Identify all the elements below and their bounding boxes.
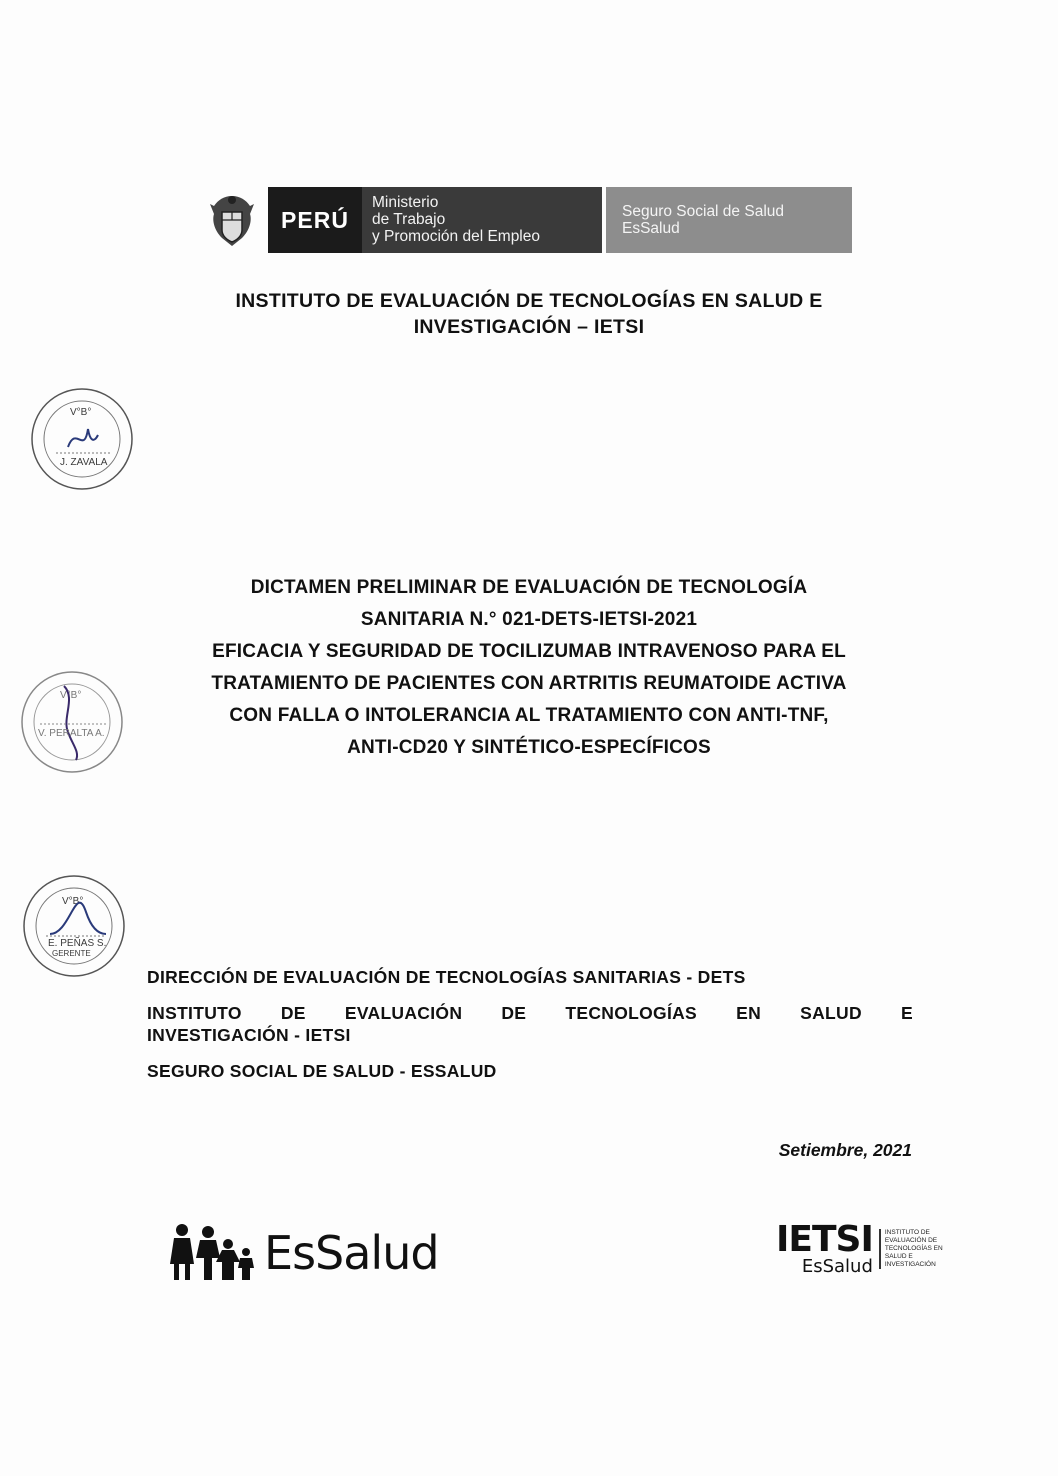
peru-coat-of-arms-icon <box>196 187 268 253</box>
ietsi-acronym: IETSI <box>776 1219 873 1260</box>
institute-title-line-2: INVESTIGACIÓN – IETSI <box>413 316 645 338</box>
stamp-1-name: J. ZAVALA <box>60 457 108 468</box>
stamp-3-name: E. PEÑAS S. <box>48 938 107 949</box>
ietsi-essalud: EsSalud <box>801 1256 873 1277</box>
institute-line-word: INSTITUTO <box>147 1003 242 1023</box>
stamp-3-role: GERENTE <box>52 949 91 958</box>
seguro-social-line-1: Seguro Social de Salud <box>622 203 785 220</box>
ministerio-line-3: y Promoción del Empleo <box>372 228 540 245</box>
ietsi-wordmark <box>776 1219 873 1277</box>
seguro-social-label <box>606 187 852 253</box>
document-title-line-1: DICTAMEN PRELIMINAR DE EVALUACIÓN DE TECNOLOGÍA <box>250 577 808 598</box>
essalud-logo <box>164 1218 439 1288</box>
ministerio-label <box>362 187 602 253</box>
stamp-2-name: V. PERALTA A. <box>38 728 105 739</box>
ministerio-line-2: de Trabajo <box>372 211 446 228</box>
institute-title-line-1: INSTITUTO DE EVALUACIÓN DE TECNOLOGÍAS EN SALUD E <box>235 290 823 312</box>
ietsi-logo <box>776 1219 947 1277</box>
stamp-3-vb: V°B° <box>62 896 84 907</box>
stamp-1-vb: V°B° <box>70 407 92 418</box>
ietsi-description: INSTITUTO DE EVALUACIÓN DE TECNOLOGÍAS EN SALUD E INVESTIGACIÓN <box>879 1229 947 1269</box>
direction-line: DIRECCIÓN DE EVALUACIÓN DE TECNOLOGÍAS SANITARIAS - DETS <box>147 967 746 987</box>
document-title-line-5: CON FALLA O INTOLERANCIA AL TRATAMIENTO CON ANTI-TNF, <box>229 705 829 726</box>
essalud-line: SEGURO SOCIAL DE SALUD - ESSALUD <box>147 1061 497 1081</box>
approval-stamp-3 <box>20 872 128 980</box>
document-title <box>110 572 948 764</box>
institute-line-word: EN <box>736 1003 762 1023</box>
institute-line-word: DE <box>280 1003 306 1023</box>
institute-line-2: INVESTIGACIÓN - IETSI <box>147 1025 351 1045</box>
document-title-line-6: ANTI-CD20 Y SINTÉTICO-ESPECÍFICOS <box>347 737 711 758</box>
essalud-wordmark: EsSalud <box>264 1226 439 1280</box>
institute-line-word: TECNOLOGÍAS <box>565 1003 698 1023</box>
document-date: Setiembre, 2021 <box>778 1140 912 1160</box>
document-title-line-2: SANITARIA N.° 021-DETS-IETSI-2021 <box>360 609 698 630</box>
institute-line-word: SALUD <box>800 1003 862 1023</box>
approval-stamp-1 <box>28 385 136 493</box>
document-title-line-3: EFICACIA Y SEGURIDAD DE TOCILIZUMAB INTRAVENOSO PARA EL <box>212 641 846 662</box>
institute-line <box>147 1002 913 1046</box>
seguro-social-line-2: EsSalud <box>622 220 680 237</box>
ministerio-line-1: Ministerio <box>372 194 439 211</box>
government-header <box>196 187 856 253</box>
document-title-line-4: TRATAMIENTO DE PACIENTES CON ARTRITIS REUMATOIDE ACTIVA <box>211 673 847 694</box>
peru-label: PERÚ <box>268 187 362 253</box>
institute-line-justified <box>147 1002 913 1024</box>
institute-line-word: E <box>901 1003 913 1023</box>
stamp-2-vb: V°B° <box>60 690 82 701</box>
family-figures-icon <box>164 1222 256 1284</box>
authoring-organizations <box>147 966 913 1096</box>
institute-line-word: DE <box>501 1003 527 1023</box>
institute-title <box>120 288 938 340</box>
institute-line-word: EVALUACIÓN <box>344 1003 463 1023</box>
